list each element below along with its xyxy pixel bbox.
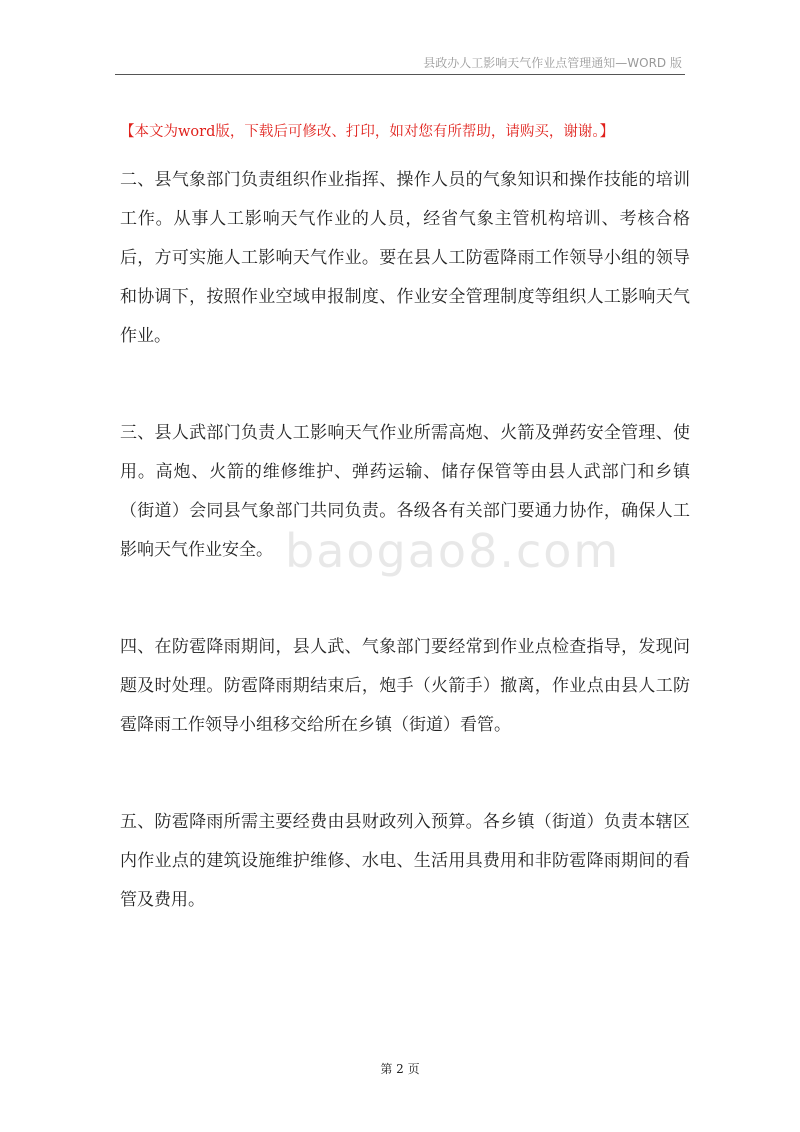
watermark: baogao8.com — [285, 524, 621, 578]
paragraph-5: 五、防雹降雨所需主要经费由县财政列入预算。各乡镇（街道）负责本辖区内作业点的建筑设施维护维修、水电、生活用具费用和非防雹降雨期间的看管及费用。 — [120, 812, 690, 910]
header-divider — [115, 74, 685, 75]
download-notice: 【本文为word版，下载后可修改、打印，如对您有所帮助，请购买，谢谢。】 — [120, 124, 615, 140]
paragraph-2: 二、县气象部门负责组织作业指挥、操作人员的气象知识和操作技能的培训工作。从事人工影响天气作业的人员，经省气象主管机构培训、考核合格后，方可实施人工影响天气作业。要在县人工防雹降雨工作领导小组的领导和协调下，按照作业空域申报制度、作业安全管理制度等组织人工影响天气作业。 — [120, 170, 690, 346]
page-number: 第 2 页 — [380, 1062, 420, 1076]
paragraph-3: 三、县人武部门负责人工影响天气作业所需高炮、火箭及弹药安全管理、使用。高炮、火箭的维修维护、弹药运输、储存保管等由县人武部门和乡镇（街道）会同县气象部门共同负责。各级各有关部门要通力协作，确保人工影响天气作业安全。 — [120, 423, 690, 560]
running-header: 县政办人工影响天气作业点管理通知—WORD 版 — [423, 56, 682, 70]
paragraph-4: 四、在防雹降雨期间，县人武、气象部门要经常到作业点检查指导，发现问题及时处理。防雹降雨期结束后，炮手（火箭手）撤离，作业点由县人工防雹降雨工作领导小组移交给所在乡镇（街道）看管。 — [120, 637, 690, 735]
